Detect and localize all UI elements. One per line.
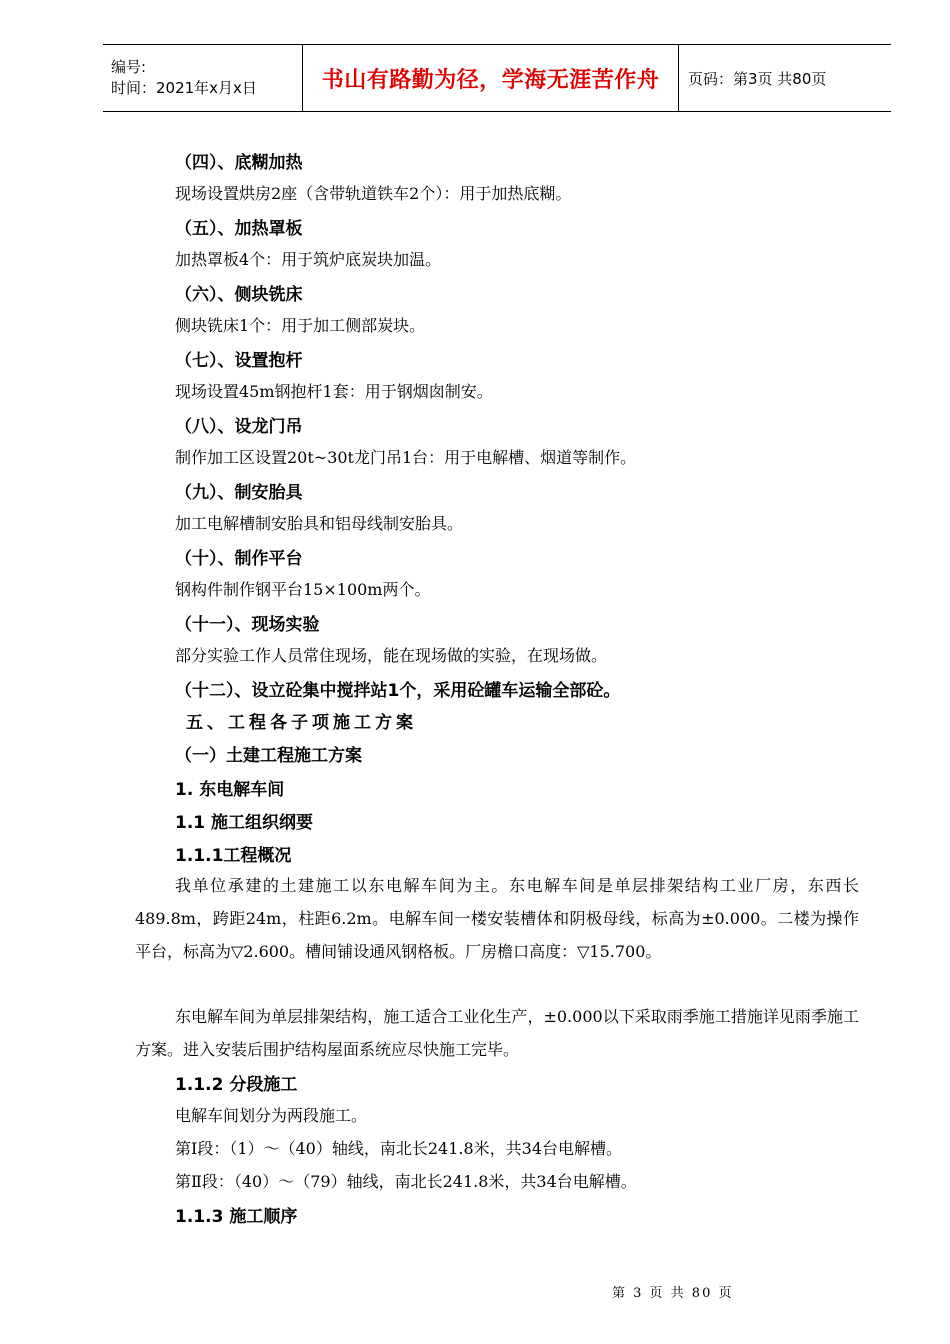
chapter-title: 五、工程各子项施工方案 — [186, 713, 417, 733]
section-text: 部分实验工作人员常住现场，能在现场做的实验，在现场做。 — [175, 646, 608, 665]
structure-paragraph: 东电解车间为单层排架结构，施工适合工业化生产，±0.000以下采取雨季施工措施详见雨季施工方案。进入安装后围护结构屋面系统应尽快施工完毕。 — [135, 1007, 859, 1059]
subsection-heading: 1.1 施工组织纲要 — [175, 813, 314, 833]
page-label: 页码：第3页 共80页 — [688, 69, 827, 88]
stage-one: 第Ⅰ段：（1）～（40）轴线，南北长241.8米，共34台电解槽。 — [175, 1139, 623, 1158]
section-heading: （八）、设龙门吊 — [175, 417, 303, 437]
page-header — [103, 44, 891, 112]
section-text: 侧块铣床1个：用于加工侧部炭块。 — [175, 316, 426, 335]
section-heading: （四）、底糊加热 — [175, 153, 303, 173]
subsection-heading: 1.1.1工程概况 — [175, 846, 292, 866]
subsection-heading: 1. 东电解车间 — [175, 780, 285, 800]
time-label: 时间：2021年x月x日 — [111, 79, 257, 97]
section-heading: （六）、侧块铣床 — [175, 285, 303, 305]
division-intro: 电解车间划分为两段施工。 — [175, 1106, 368, 1125]
overview-paragraph: 我单位承建的土建施工以东电解车间为主。东电解车间是单层排架结构工业厂房，东西长489.8m，跨距24m，柱距6.2m。电解车间一楼安装槽体和阴极母线，标高为±0.000。二楼为操作平台，标高为▽2.600。槽间铺设通风钢格板。厂房檐口高度：▽15.700。 — [135, 876, 859, 961]
subsection-heading: 1.1.3 施工顺序 — [175, 1207, 298, 1227]
section-text: 加热罩板4个：用于筑炉底炭块加温。 — [175, 250, 442, 269]
section-text: 现场设置烘房2座（含带轨道铁车2个）：用于加热底糊。 — [175, 184, 572, 203]
page-footer: 第 3 页 共 80 页 — [612, 1286, 734, 1301]
motto: 书山有路勤为径，学海无涯苦作舟 — [321, 67, 660, 93]
header-right — [679, 45, 891, 111]
subsection-heading: （一）土建工程施工方案 — [175, 746, 362, 766]
section-text: 现场设置45m钢抱杆1套：用于钢烟囱制安。 — [175, 382, 493, 401]
section-heading: （九）、制安胎具 — [175, 483, 303, 503]
section-text: 加工电解槽制安胎具和铝母线制安胎具。 — [175, 514, 464, 533]
section-heading: （七）、设置抱杆 — [175, 351, 303, 371]
header-left — [103, 45, 303, 111]
subsection-heading: 1.1.2 分段施工 — [175, 1075, 298, 1095]
number-label: 编号: — [111, 58, 147, 76]
section-heading: （五）、加热罩板 — [175, 219, 303, 239]
section-heading: （十）、制作平台 — [175, 549, 303, 569]
section-heading: （十一）、现场实验 — [175, 615, 320, 635]
stage-two: 第Ⅱ段：（40）～（79）轴线，南北长241.8米，共34台电解槽。 — [175, 1172, 637, 1191]
section-heading: （十二）、设立砼集中搅拌站1个，采用砼罐车运输全部砼。 — [175, 681, 621, 701]
section-text: 制作加工区设置20t~30t龙门吊1台：用于电解槽、烟道等制作。 — [175, 448, 637, 467]
header-middle — [303, 45, 679, 111]
section-text: 钢构件制作钢平台15×100m两个。 — [175, 580, 431, 599]
